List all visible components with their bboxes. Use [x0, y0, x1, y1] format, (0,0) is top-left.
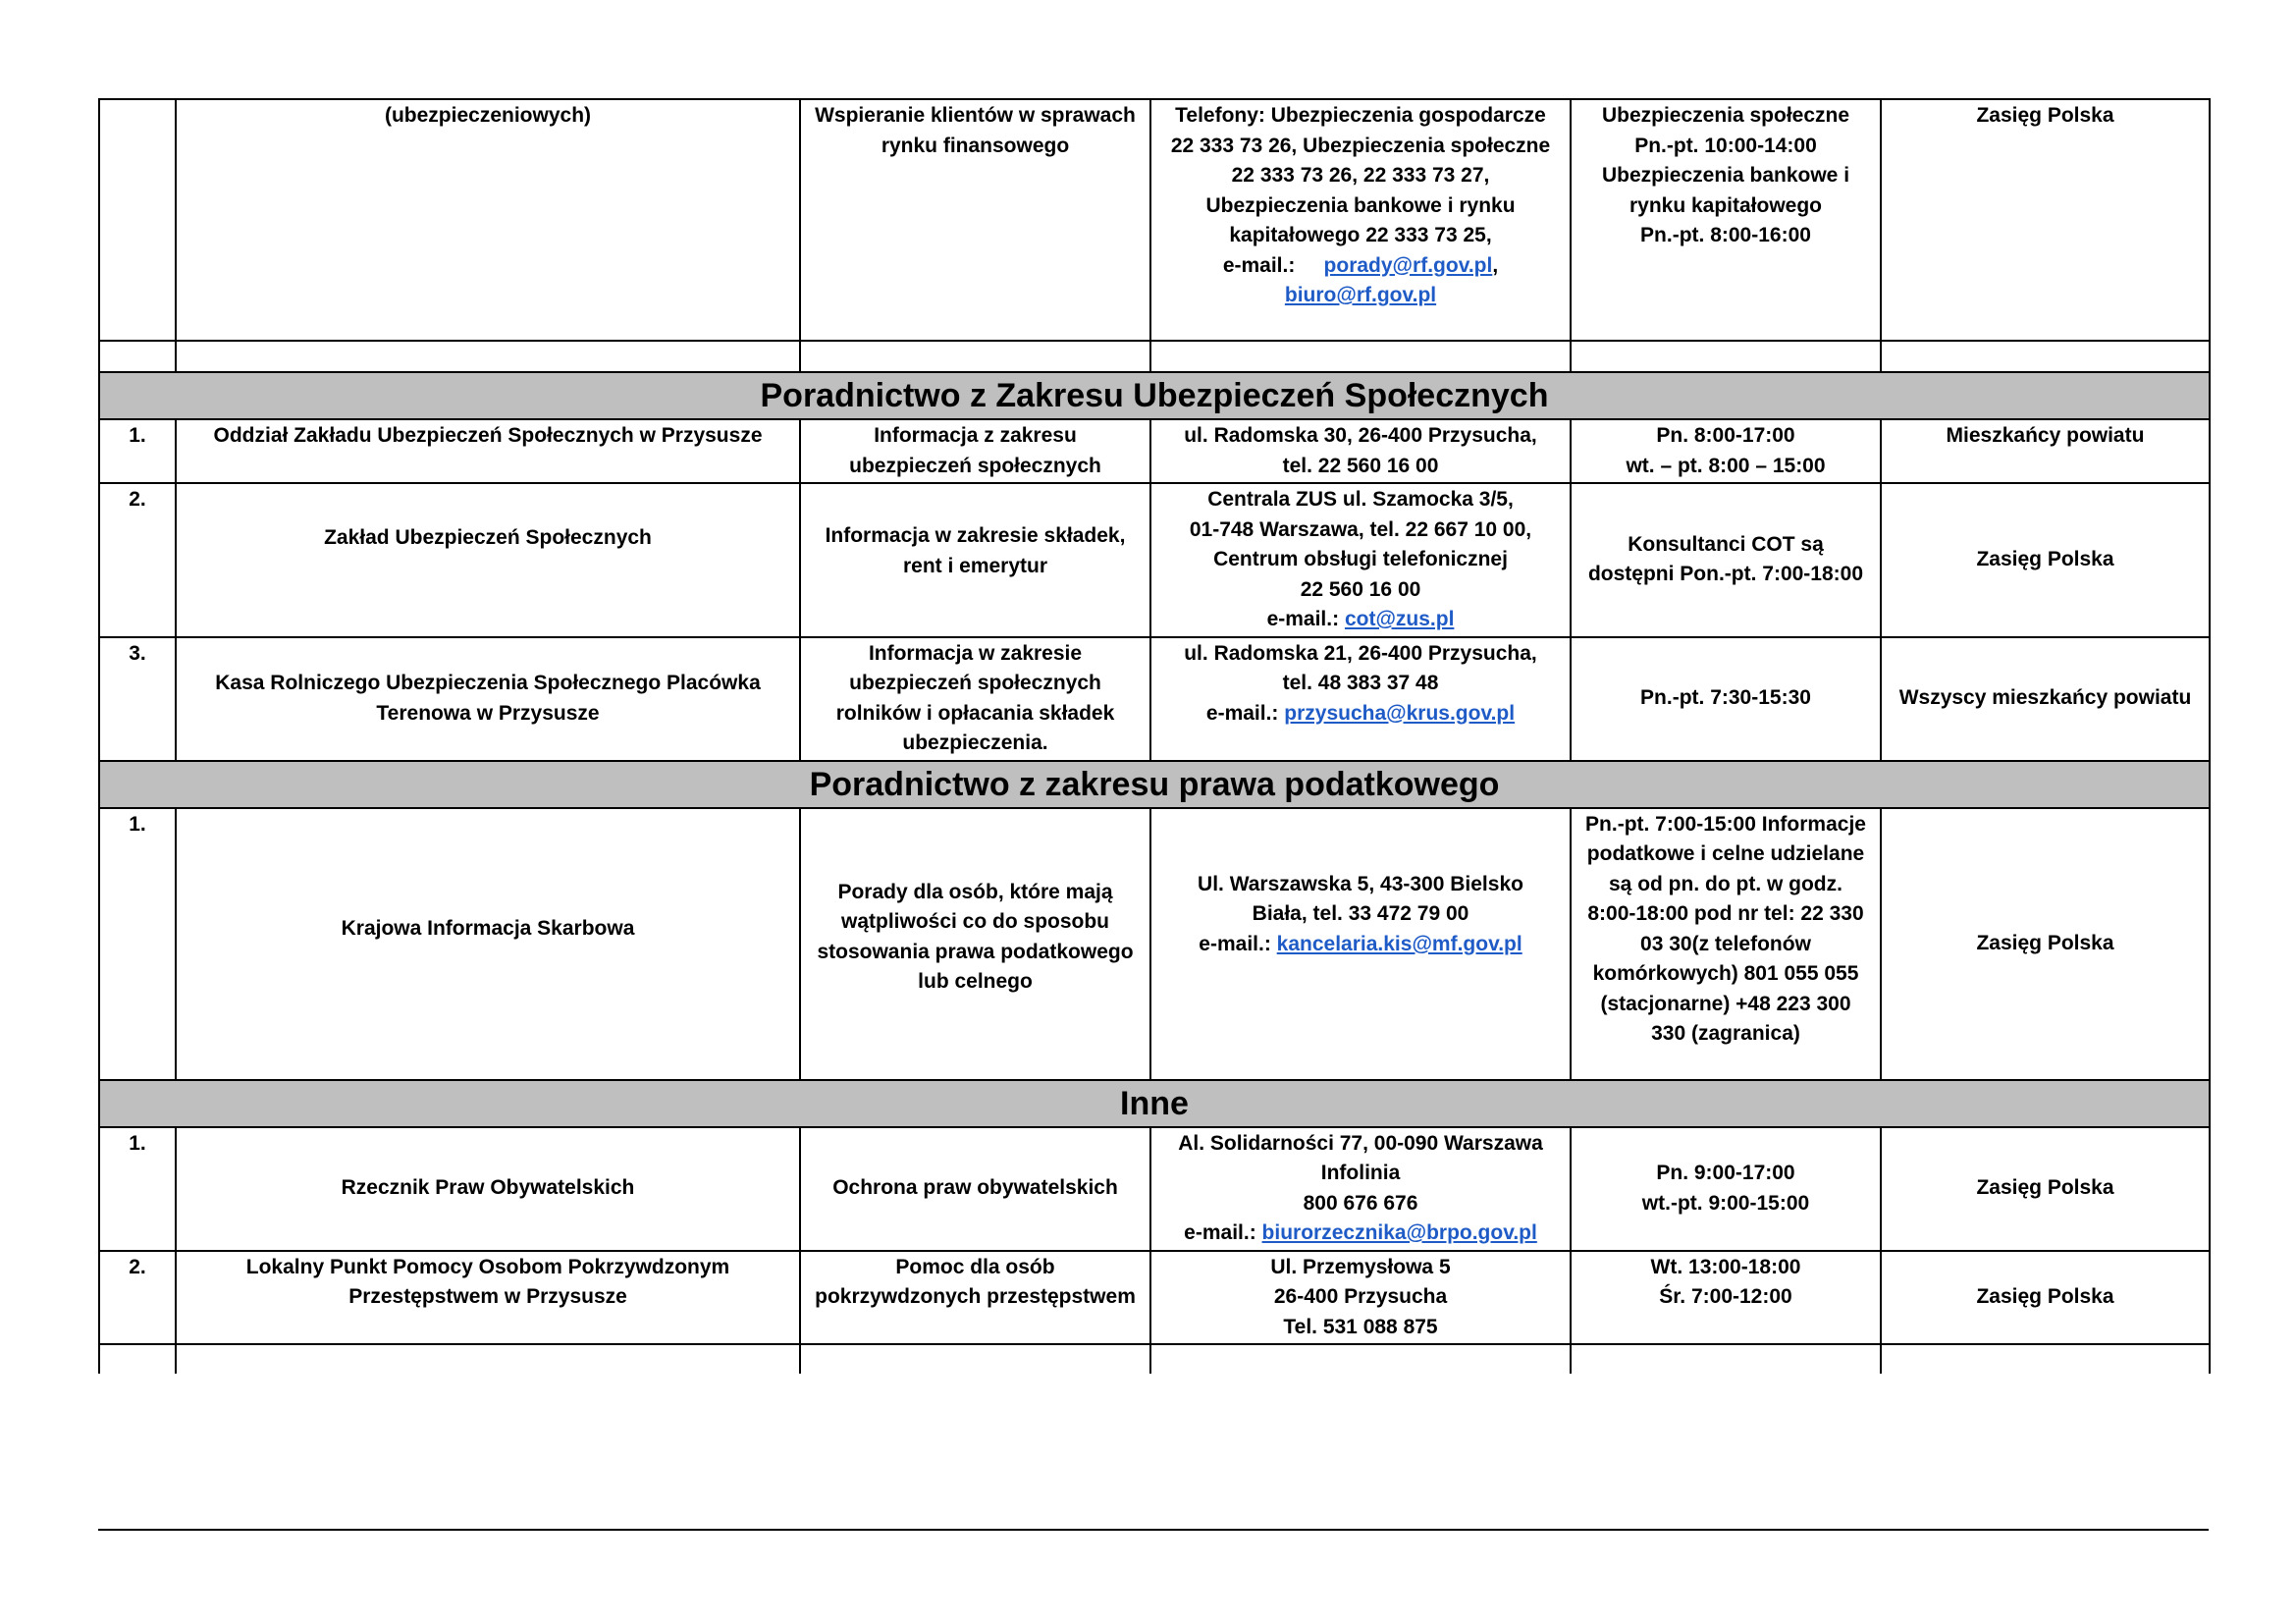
email-link-porady[interactable]: porady@rf.gov.pl	[1323, 253, 1493, 277]
table-row	[99, 808, 2210, 1080]
hours-cell: Pn.-pt. 7:00-15:00 Informacje podatkowe i celne udzielane są od pn. do pt. w godz. 8:00-18:00 pod nr tel: 22 330 03 30(z telefonów komórkowych) 801 055 055 (stacjonarne) +48 223 300 330 (zagranica)	[1571, 808, 1881, 1080]
hours-cell: Pn.-pt. 7:30-15:30	[1571, 637, 1881, 761]
section-header-row	[99, 1080, 2210, 1127]
institution-name-cell: Kasa Rolniczego Ubezpieczenia Społecznego Placówka Terenowa w Przysusze	[176, 637, 800, 761]
institutions-table	[98, 98, 2211, 1374]
email-link-krus[interactable]: przysucha@krus.gov.pl	[1284, 701, 1516, 725]
phones-text: Telefony: Ubezpieczenia gospodarcze 22 333 73 26, Ubezpieczenia społeczne 22 333 73 26, 22 333 73 27, Ubezpieczenia bankowe i rynku kapitałowego 22 333 73 25,	[1170, 104, 1551, 246]
hours-cell: Konsultanci COT są dostępni Pon.-pt. 7:00-18:00	[1571, 483, 1881, 637]
scope-cell: Informacja w zakresie składek, rent i emerytur	[800, 483, 1150, 637]
footer-divider	[98, 1529, 2209, 1531]
reach-cell: Zasięg Polska	[1881, 1251, 2210, 1345]
row-number-cell: 1.	[99, 1127, 176, 1251]
institution-name-cell: Rzecznik Praw Obywatelskich	[176, 1127, 800, 1251]
row-number-cell: 2.	[99, 1251, 176, 1345]
table-row	[99, 419, 2210, 483]
section-header-row	[99, 372, 2210, 419]
scope-cell: Ochrona praw obywatelskich	[800, 1127, 1150, 1251]
contact-cell: Ul. Przemysłowa 5 26-400 Przysucha Tel. 531 088 875	[1150, 1251, 1571, 1345]
reach-cell: Mieszkańcy powiatu	[1881, 419, 2210, 483]
reach-cell: Zasięg Polska	[1881, 1127, 2210, 1251]
row-number-cell: 1.	[99, 808, 176, 1080]
hours-cell: Ubezpieczenia społeczne Pn.-pt. 10:00-14:00 Ubezpieczenia bankowe i rynku kapitałowego Pn.-pt. 8:00-16:00	[1571, 99, 1881, 341]
table-row	[99, 1127, 2210, 1251]
row-number-cell	[99, 99, 176, 341]
contact-cell: Al. Solidarności 77, 00-090 Warszawa Infolinia 800 676 676 e-mail.: biurorzecznika@brpo.gov.pl	[1150, 1127, 1571, 1251]
hours-cell: Pn. 9:00-17:00 wt.-pt. 9:00-15:00	[1571, 1127, 1881, 1251]
reach-cell: Zasięg Polska	[1881, 99, 2210, 341]
contact-cell: ul. Radomska 30, 26-400 Przysucha, tel. 22 560 16 00	[1150, 419, 1571, 483]
section-header-row	[99, 761, 2210, 808]
section-title: Poradnictwo z zakresu prawa podatkowego	[99, 761, 2210, 808]
email-link-kis[interactable]: kancelaria.kis@mf.gov.pl	[1276, 932, 1522, 955]
table-row	[99, 483, 2210, 637]
reach-cell: Zasięg Polska	[1881, 483, 2210, 637]
row-number-cell: 1.	[99, 419, 176, 483]
scope-cell: Porady dla osób, które mają wątpliwości co do sposobu stosowania prawa podatkowego lub celnego	[800, 808, 1150, 1080]
contact-cell: Ul. Warszawska 5, 43-300 Bielsko Biała, tel. 33 472 79 00 e-mail.: kancelaria.kis@mf.gov.pl	[1150, 808, 1571, 1080]
email-link-biuro[interactable]: biuro@rf.gov.pl	[1284, 284, 1437, 306]
scope-cell: Wspieranie klientów w sprawach rynku finansowego	[800, 99, 1150, 341]
hours-cell: Pn. 8:00-17:00 wt. – pt. 8:00 – 15:00	[1571, 419, 1881, 483]
scope-cell: Informacja z zakresu ubezpieczeń społecznych	[800, 419, 1150, 483]
empty-row	[99, 1344, 2210, 1374]
scope-cell: Informacja w zakresie ubezpieczeń społecznych rolników i opłacania składek ubezpieczenia.	[800, 637, 1150, 761]
institution-name-cell: Krajowa Informacja Skarbowa	[176, 808, 800, 1080]
table-row	[99, 637, 2210, 761]
row-number-cell: 3.	[99, 637, 176, 761]
contact-cell: Centrala ZUS ul. Szamocka 3/5, 01-748 Warszawa, tel. 22 667 10 00, Centrum obsługi telefonicznej 22 560 16 00 e-mail.: cot@zus.pl	[1150, 483, 1571, 637]
scope-cell: Pomoc dla osób pokrzywdzonych przestępstwem	[800, 1251, 1150, 1345]
table-row	[99, 1251, 2210, 1345]
reach-cell: Wszyscy mieszkańcy powiatu	[1881, 637, 2210, 761]
email-link-zus[interactable]: cot@zus.pl	[1344, 608, 1455, 630]
section-title: Inne	[99, 1080, 2210, 1127]
institution-name-cell: Oddział Zakładu Ubezpieczeń Społecznych w Przysusze	[176, 419, 800, 483]
contact-cell: ul. Radomska 21, 26-400 Przysucha, tel. 48 383 37 48 e-mail.: przysucha@krus.gov.pl	[1150, 637, 1571, 761]
institution-name-cell: Zakład Ubezpieczeń Społecznych	[176, 483, 800, 637]
reach-cell: Zasięg Polska	[1881, 808, 2210, 1080]
empty-row	[99, 341, 2210, 372]
institution-name-cell: (ubezpieczeniowych)	[176, 99, 800, 341]
institution-name-cell: Lokalny Punkt Pomocy Osobom Pokrzywdzonym Przestępstwem w Przysusze	[176, 1251, 800, 1345]
hours-cell: Wt. 13:00-18:00 Śr. 7:00-12:00	[1571, 1251, 1881, 1345]
section-title: Poradnictwo z Zakresu Ubezpieczeń Społecznych	[99, 372, 2210, 419]
email-label: e-mail.:	[1222, 253, 1296, 277]
table-row	[99, 99, 2210, 341]
contact-cell: Telefony: Ubezpieczenia gospodarcze 22 333 73 26, Ubezpieczenia społeczne 22 333 73 26, 22 333 73 27, Ubezpieczenia bankowe i rynku kapitałowego 22 333 73 25, e-mail.: porady@rf.gov.pl, biuro@rf.gov.pl	[1150, 99, 1571, 341]
email-link-rpo[interactable]: biurorzecznika@brpo.gov.pl	[1261, 1221, 1537, 1244]
row-number-cell: 2.	[99, 483, 176, 637]
